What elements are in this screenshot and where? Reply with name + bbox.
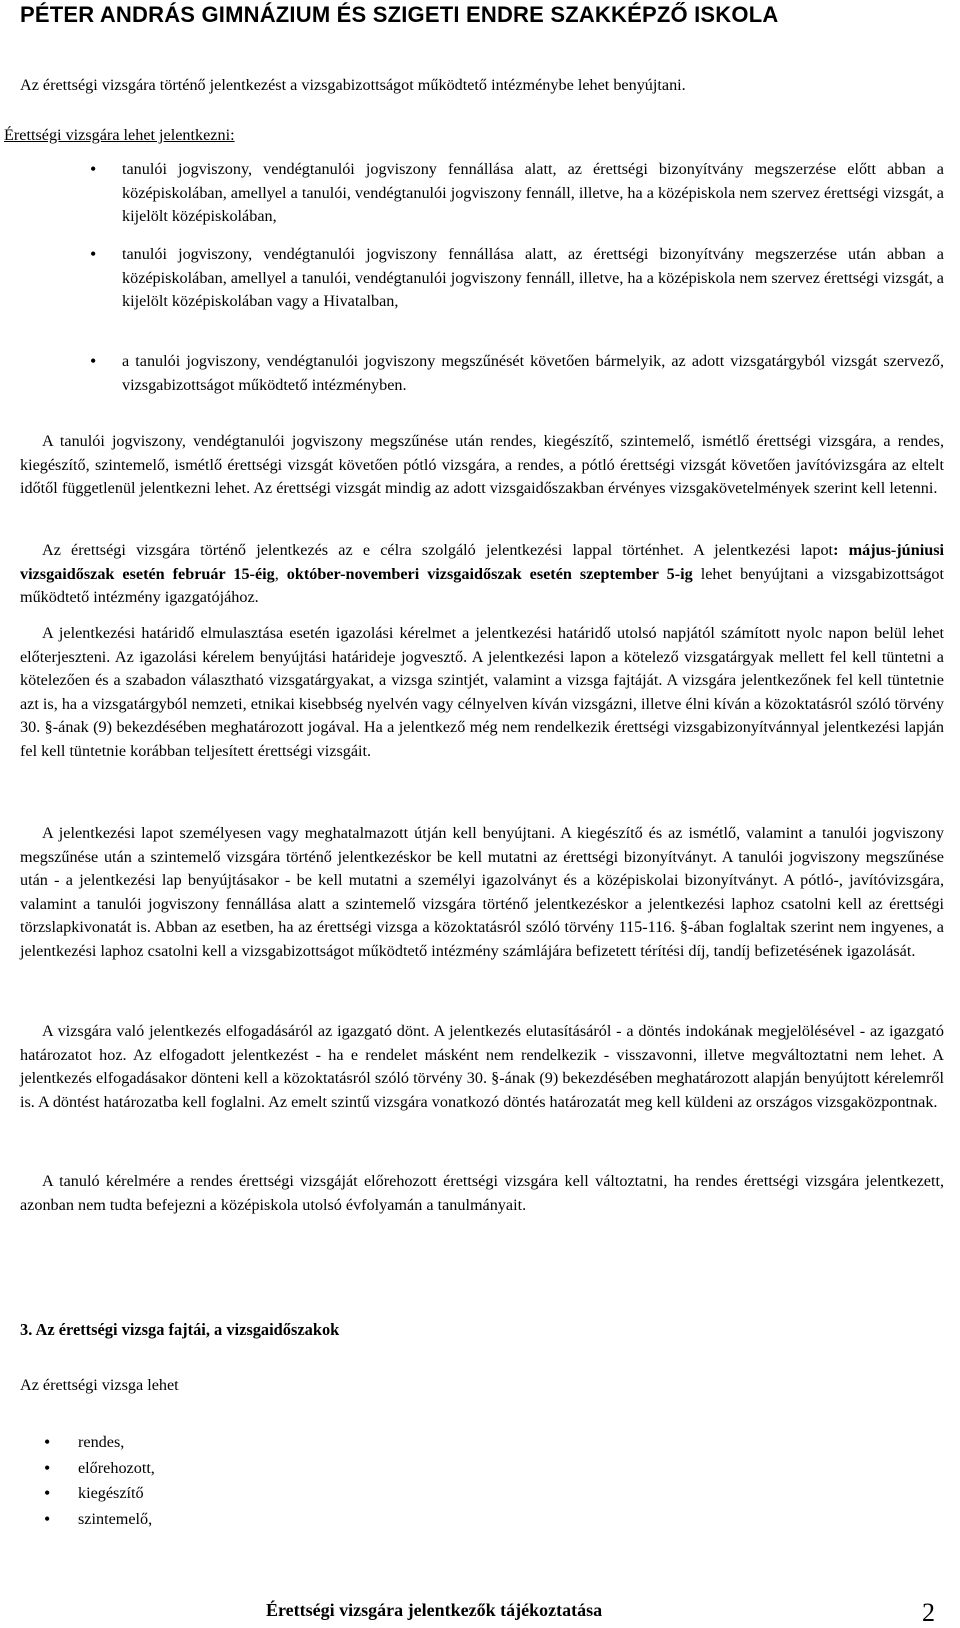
list-item: • kiegészítő	[78, 1481, 155, 1507]
list-item: • rendes,	[78, 1430, 155, 1456]
list-item: • előrehozott,	[78, 1456, 155, 1482]
deadline-separator: ,	[274, 564, 287, 583]
exam-types-list	[78, 1430, 155, 1532]
page-number: 2	[922, 1598, 935, 1627]
eligibility-bullet-2: • tanulói jogviszony, vendégtanulói jogviszony fennállása alatt, az érettségi bizonyítvány megszerzése után abban a középiskolában, amellyel a tanulói, vendégtanulói jogviszony fennáll, illetve, ha a középiskola nem szervez érettségi vizsgát, a kijelölt középiskolában vagy a Hivatalban,	[122, 243, 944, 314]
paragraph-acceptance-decision: A vizsgára való jelentkezés elfogadásáról az igazgató dönt. A jelentkezés elutasításáról - a döntés indokának megjelölésével - az igazgató határozatot hoz. Az elfogadott jelentkezést - ha e rendelet másként nem rendelkezik - visszavonni, illetve megváltoztatni nem lehet. A jelentkezés elfogadásakor dönteni kell a közoktatásról szóló törvény 30. §-ának (9) bekezdésében meghatározott alapján benyújtott kérelemről is. A döntést határozatba kell foglalni. Az emelt szintű vizsgára vonatkozó döntés határozatát meg kell küldeni az országos vizsgaközpontnak.	[20, 1022, 944, 1111]
paragraph-retake-rules: A tanulói jogviszony, vendégtanulói jogviszony megszűnése után rendes, kiegészítő, szintemelő, ismétlő érettségi vizsgára, a rendes, kiegészítő, szintemelő, ismétlő érettségi vizsgát követően pótló vizsgára, a rendes, a pótló érettségi vizsgát követően javítóvizsgára az eltelt időtől függetlenül jelentkezni lehet. Az érettségi vizsgát mindig az adott vizsgaidőszakban érvényes vizsgakövetelmények szerint kell letenni.	[20, 432, 944, 498]
paragraph-submission-documents: A jelentkezési lapot személyesen vagy meghatalmazott útján kell benyújtani. A kiegészítő és az ismétlő, valamint a tanulói jogviszony megszűnése után a szintemelő vizsgára történő jelentkezéskor be kell mutatni az érettségi bizonyítványt. A tanulói jogviszony megszűnése után - a jelentkezési lap benyújtásakor - be kell mutatni a személyi igazolványt és a középiskolai bizonyítványt. A pótló-, javítóvizsgára, valamint a tanulói jogviszony fennállása alatt a szintemelő vizsgára történő jelentkezéskor a jelentkezési laphoz csatolni kell az érettségi törzslapkivonatát is. Abban az esetben, ha az érettségi vizsga a közoktatásról szóló törvény 115-116. §-ában foglaltak szerint nem ingyenes, a jelentkezési laphoz csatolni kell a vizsgabizottságot működtető intézmény számlájára befizetett térítési díj, tandíj befizetésének igazolását.	[20, 824, 944, 960]
deadline-spring: : május-júniusi vizsgaidőszak esetén február 15-éig	[20, 541, 944, 583]
section-heading: 3. Az érettségi vizsga fajtái, a vizsgaidőszakok	[20, 1320, 340, 1339]
school-title: PÉTER ANDRÁS GIMNÁZIUM ÉS SZIGETI ENDRE SZAKKÉPZŐ ISKOLA	[20, 2, 779, 27]
exam-types-lead: Az érettségi vizsga lehet	[20, 1376, 179, 1394]
deadline-text-e: lehet benyújtani a vizsgabizottságot működtető intézmény igazgatójához.	[20, 564, 945, 607]
list-item: • szintemelő,	[78, 1507, 155, 1533]
paragraph-late-application: A jelentkezési határidő elmulasztása esetén igazolási kérelmet a jelentkezési határidő utolsó napjától számított nyolc napon belül lehet előterjeszteni. Az igazolási kérelem benyújtási határideje jogvesztő. A jelentkezési lapon a kötelező vizsgatárgyak mellett fel kell tüntetni a kötelezően és a szabadon választható vizsgatárgyakat, a vizsga szintjét, valamint a vizsga fajtáját. A vizsgára jelentkezőnek fel kell tüntetnie azt is, ha a vizsgatárgyból nemzeti, etnikai kisebbség nyelvén vagy célnyelven kíván vizsgázni, illetve élni kíván a közoktatásról szóló törvény 30. §-ának (9) bekezdésében meghatározott jogával. Ha a jelentkező még nem rendelkezik érettségi vizsgabizonyítvánnyal jelentkezési lapján fel kell tüntetnie korábban teljesített érettségi vizsgáit.	[20, 624, 944, 760]
eligibility-subheading: Érettségi vizsgára lehet jelentkezni:	[4, 126, 235, 144]
paragraph-early-exam: A tanuló kérelmére a rendes érettségi vizsgáját előrehozott érettségi vizsgára kell változtatni, ha rendes érettségi vizsgára jelentkezett, azonban nem tudta befejezni a középiskola utolsó évfolyamán a tanulmányait.	[20, 1172, 944, 1214]
eligibility-bullet-1: • tanulói jogviszony, vendégtanulói jogviszony fennállása alatt, az érettségi bizonyítvány megszerzése előtt abban a középiskolában, amellyel a tanulói, vendégtanulói jogviszony fennáll, illetve, ha a középiskola nem szervez érettségi vizsgát, a kijelölt középiskolában,	[122, 158, 944, 229]
deadline-autumn: október-novemberi vizsgaidőszak esetén szeptember 5-ig	[286, 564, 693, 583]
paragraph-application-deadlines	[20, 539, 944, 610]
eligibility-bullet-3: • a tanulói jogviszony, vendégtanulói jogviszony megszűnését követően bármelyik, az adott vizsgatárgyból vizsgát szervező, vizsgabizottságot működtető intézményben.	[122, 350, 944, 397]
deadline-text-a: Az érettségi vizsgára történő jelentkezés az e célra szolgáló jelentkezési lappal történhet. A jelentkezési lapot	[42, 541, 834, 559]
intro-text: Az érettségi vizsgára történő jelentkezést a vizsgabizottságot működtető intézménybe lehet benyújtani.	[20, 76, 686, 94]
footer-title: Érettségi vizsgára jelentkezők tájékoztatása	[266, 1600, 603, 1620]
